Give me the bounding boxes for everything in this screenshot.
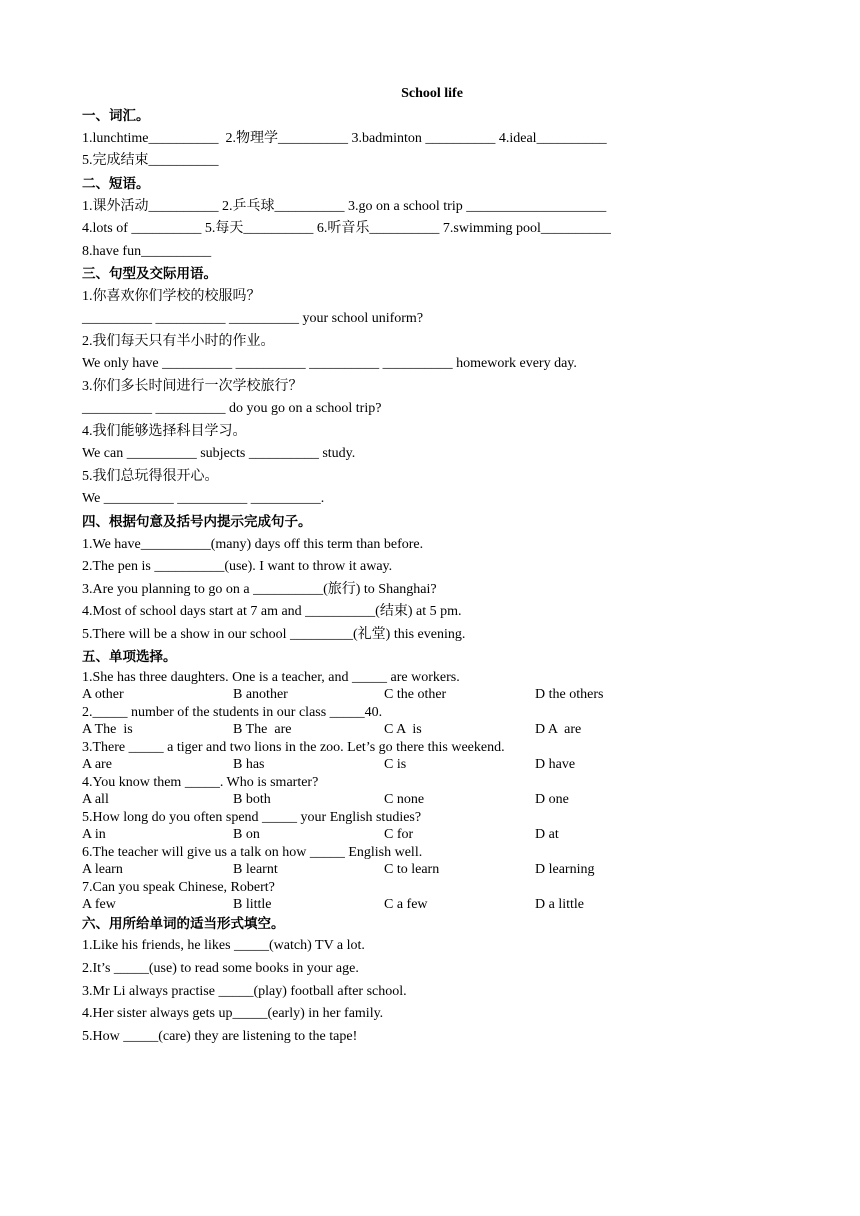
s3-line-4: We only have __________ __________ __________ __________ homework every day. [82, 356, 577, 371]
page-title: School life [401, 86, 463, 101]
s3-line-6: __________ __________ do you go on a school trip? [82, 401, 382, 416]
s6-line-2: 2.It’s _____(use) to read some books in your age. [82, 961, 359, 976]
mc-option-c: C for [384, 827, 414, 842]
mc-question-4-stem: 4.You know them _____. Who is smarter? [82, 775, 319, 790]
mc-option-b: B another [233, 687, 288, 702]
mc-option-b: B The are [233, 722, 292, 737]
mc-option-d: D at [535, 827, 559, 842]
s4-line-1: 1.We have__________(many) days off this term than before. [82, 537, 424, 552]
s2-line-1: 1.课外活动__________ 2.乒乓球__________ 3.go on a school trip ____________________ [82, 199, 607, 214]
mc-option-d: D the others [535, 687, 604, 702]
s2-line-2: 4.lots of __________ 5.每天__________ 6.听音乐__________ 7.swimming pool__________ [82, 221, 611, 236]
s6-line-5: 5.How _____(care) they are listening to the tape! [82, 1029, 358, 1044]
section-5-heading: 五、单项选择。 [82, 649, 177, 665]
mc-option-d: D A are [535, 722, 582, 737]
s3-line-10: We __________ __________ __________. [82, 491, 325, 506]
mc-option-b: B has [233, 757, 265, 772]
s4-line-5: 5.There will be a show in our school _________(礼堂) this evening. [82, 627, 466, 642]
mc-option-a: A in [82, 827, 106, 842]
mc-question-5-stem: 5.How long do you often spend _____ your English studies? [82, 810, 422, 825]
section-4-heading: 四、根据句意及括号内提示完成句子。 [82, 514, 312, 530]
mc-option-c: C to learn [384, 862, 440, 877]
mc-option-b: B little [233, 897, 272, 912]
mc-option-a: A all [82, 792, 109, 807]
section-2-heading: 二、短语。 [82, 176, 150, 192]
section-6-heading: 六、用所给单词的适当形式填空。 [82, 916, 285, 932]
s3-line-1: 1.你喜欢你们学校的校服吗？ [82, 289, 261, 304]
mc-question-6-stem: 6.The teacher will give us a talk on how _____ English well. [82, 845, 423, 860]
mc-option-b: B learnt [233, 862, 278, 877]
mc-option-a: A few [82, 897, 116, 912]
mc-question-3-stem: 3.There _____ a tiger and two lions in the zoo. Let’s go there this weekend. [82, 740, 505, 755]
s4-line-4: 4.Most of school days start at 7 am and __________(结束) at 5 pm. [82, 604, 462, 619]
s4-line-2: 2.The pen is __________(use). I want to throw it away. [82, 559, 393, 574]
mc-option-a: A learn [82, 862, 123, 877]
s3-line-7: 4.我们能够选择科目学习。 [82, 424, 247, 439]
s6-line-1: 1.Like his friends, he likes _____(watch) TV a lot. [82, 938, 365, 953]
s6-line-3: 3.Mr Li always practise _____(play) football after school. [82, 984, 407, 999]
mc-option-b: B on [233, 827, 260, 842]
s6-line-4: 4.Her sister always gets up_____(early) in her family. [82, 1006, 384, 1021]
mc-question-2-stem: 2._____ number of the students in our class _____40. [82, 705, 383, 720]
s3-line-5: 3.你们多长时间进行一次学校旅行？ [82, 379, 303, 394]
mc-option-b: B both [233, 792, 271, 807]
s3-line-3: 2.我们每天只有半小时的作业。 [82, 334, 275, 349]
mc-option-c: C none [384, 792, 425, 807]
mc-option-d: D have [535, 757, 576, 772]
section-3-heading: 三、句型及交际用语。 [82, 266, 217, 282]
mc-option-a: A other [82, 687, 124, 702]
s3-line-9: 5.我们总玩得很开心。 [82, 469, 219, 484]
s3-line-2: __________ __________ __________ your school uniform? [82, 311, 424, 326]
mc-option-d: D one [535, 792, 569, 807]
s3-line-8: We can __________ subjects __________ study. [82, 446, 356, 461]
mc-option-c: C A is [384, 722, 422, 737]
mc-option-d: D a little [535, 897, 584, 912]
mc-option-c: C the other [384, 687, 447, 702]
s4-line-3: 3.Are you planning to go on a __________(旅行) to Shanghai? [82, 582, 437, 597]
mc-option-c: C a few [384, 897, 428, 912]
mc-option-c: C is [384, 757, 407, 772]
s1-line-1: 1.lunchtime__________ 2.物理学__________ 3.badminton __________ 4.ideal__________ [82, 131, 607, 146]
mc-option-a: A are [82, 757, 112, 772]
section-1-heading: 一、词汇。 [82, 108, 150, 124]
s1-line-2: 5.完成结束__________ [82, 153, 219, 168]
s2-line-3: 8.have fun__________ [82, 244, 212, 259]
mc-question-1-stem: 1.She has three daughters. One is a teacher, and _____ are workers. [82, 670, 460, 685]
mc-option-a: A The is [82, 722, 133, 737]
mc-question-7-stem: 7.Can you speak Chinese, Robert? [82, 880, 275, 895]
mc-option-d: D learning [535, 862, 595, 877]
